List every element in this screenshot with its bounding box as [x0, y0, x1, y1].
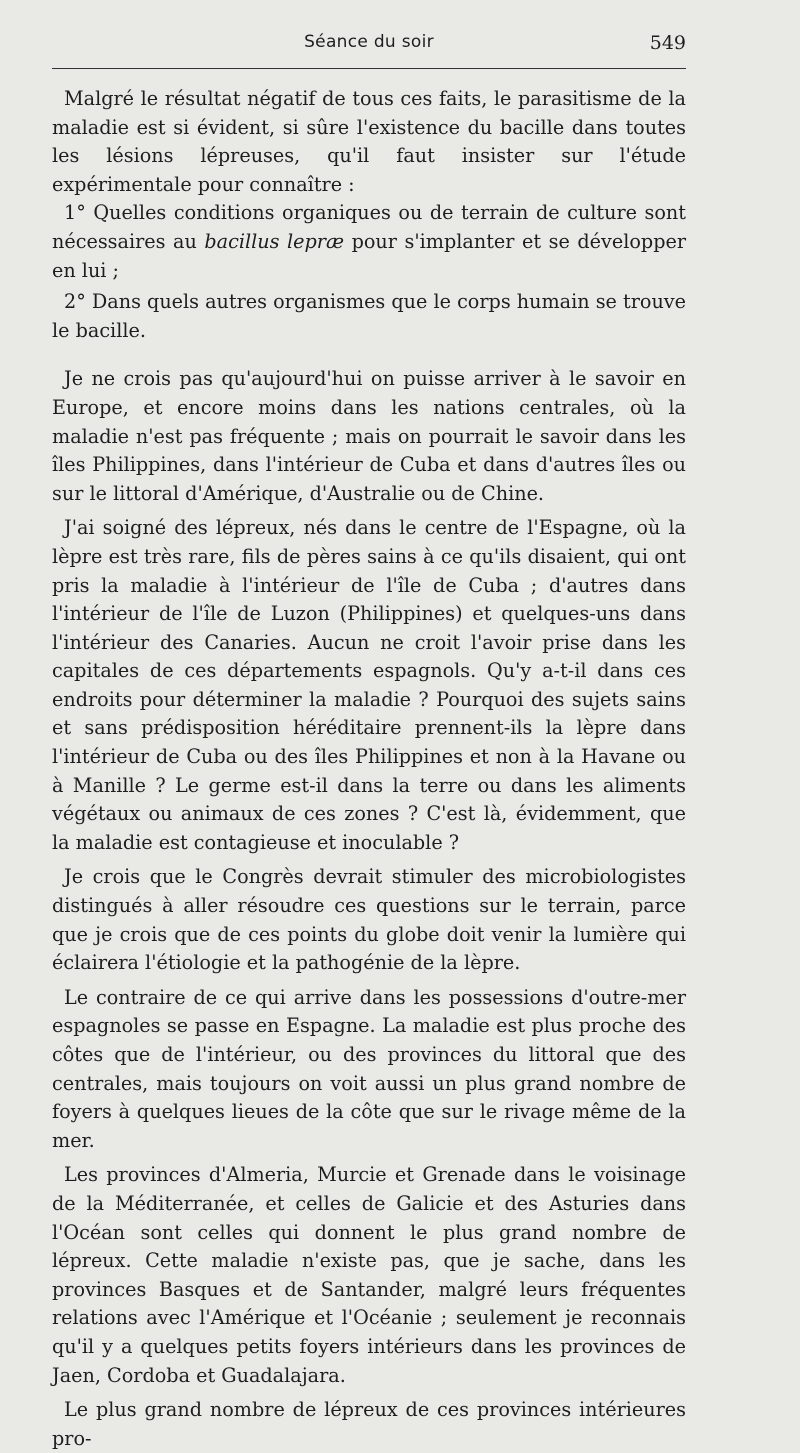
running-title: Séance du soir	[304, 32, 434, 52]
paragraph: Le contraire de ce qui arrive dans les possessions d'outre-mer espagnoles se passe en Espagne. La maladie est plus proche des côtes que de l'intérieur, ou des provinces du littoral que des centrales, mais toujours on voit aussi un plus grand nombre de foyers à quelques lieues de la côte que sur le rivage même de la mer.	[52, 985, 686, 1152]
page-number: 549	[649, 32, 686, 54]
body-text	[52, 85, 686, 1453]
header-rule	[52, 68, 686, 69]
paragraph: Je ne crois pas qu'aujourd'hui on puisse arriver à le savoir en Europe, et encore moins dans les nations centrales, où la maladie n'est pas fréquente ; mais on pourrait le savoir dans les îles Philippines, dans l'intérieur de Cuba et dans d'autres îles ou sur le littoral d'Amérique, d'Australie ou de Chine.	[52, 367, 686, 505]
italic-term: bacillus lepræ	[204, 229, 345, 253]
paragraph: Je crois que le Congrès devrait stimuler des microbiologistes distingués à aller résoudre ces questions sur le terrain, parce que je crois que de ces points du globe doit venir la lumière qui éclairera l'étiologie et la pathogénie de la lèpre.	[52, 865, 686, 975]
paragraph: Malgré le résultat négatif de tous ces faits, le parasitisme de la maladie est si évident, si sûre l'existence du bacille dans toutes les lésions lépreuses, qu'il faut insister sur l'étude expérimentale pour connaître :	[52, 87, 686, 196]
paragraph: J'ai soigné des lépreux, nés dans le centre de l'Espagne, où la lèpre est très rare, fils de pères sains à ce qu'ils disaient, qui ont pris la maladie à l'intérieur de l'île de Cuba ; d'autres dans l'intérieur de l'île de Luzon (Philippines) et quelques-uns dans l'intérieur des Canaries. Aucun ne croit l'avoir prise dans les capitales de ces départements espagnols. Qu'y a-t-il dans ces endroits pour déterminer la maladie ? Pourquoi des sujets sains et sans prédisposition héréditaire prennent-ils la lèpre dans l'intérieur de Cuba ou des îles Philippines et non à la Havane ou à Manille ? Le germe est-il dans la terre ou dans les aliments végétaux ou animaux de ces zones ? C'est là, évidemment, que la maladie est contagieuse et inoculable ?	[52, 516, 686, 854]
paragraph	[52, 199, 686, 285]
paragraph-text: 1° Quelles conditions organiques ou de terrain de culture sont nécessaires au	[52, 201, 686, 253]
paragraph: Les provinces d'Almeria, Murcie et Grenade dans le voisinage de la Méditerranée, et celles de Galicie et des Asturies dans l'Océan sont celles qui donnent le plus grand nombre de lépreux. Cette maladie n'existe pas, que je sache, dans les provinces Basques et de Santander, malgré leurs fréquentes relations avec l'Amérique et l'Océanie ; seulement je reconnais qu'il y a quelques petits foyers intérieurs dans les provinces de Jaen, Cordoba et Guadalajara.	[52, 1163, 686, 1387]
paragraph-text: pour s'implanter et se développer en lui ;	[52, 229, 687, 282]
paragraph: 2° Dans quels autres organismes que le corps humain se trouve le bacille.	[52, 290, 686, 342]
paragraph: Le plus grand nombre de lépreux de ces provinces intérieures pro-	[52, 1398, 686, 1450]
page-header	[52, 22, 686, 70]
